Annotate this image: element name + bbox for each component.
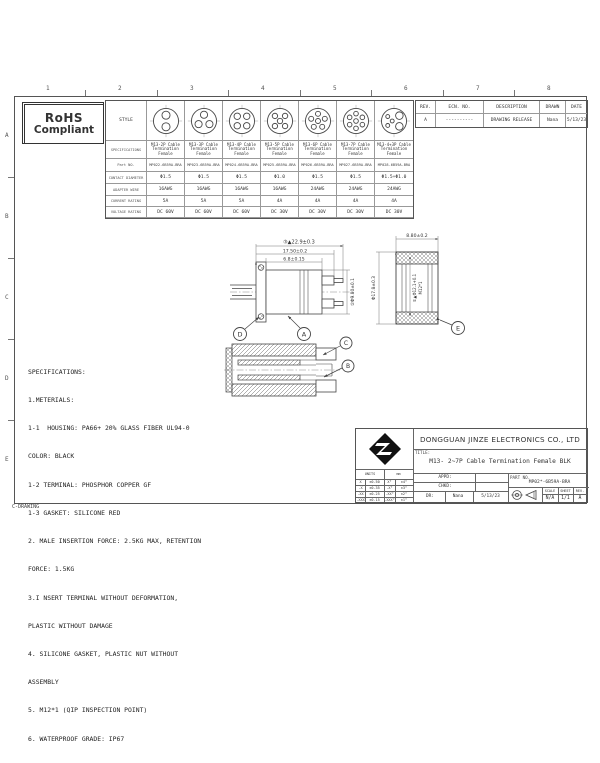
- connector-face-3p-icon: [187, 104, 221, 138]
- adapter-wire: 16AWG: [185, 184, 223, 196]
- voltage-rating: DC 30V: [299, 207, 337, 218]
- scale-value: N/A: [542, 494, 559, 502]
- connector-face-cell: [147, 101, 185, 141]
- zone-letter: B: [5, 213, 9, 220]
- spec-line: FORCE: 1.5KG: [28, 565, 75, 574]
- style-name: M13-2P Cable Termination Female: [147, 141, 185, 159]
- adapter-wire: 16AWG: [147, 184, 185, 196]
- dim-body-length: 17.50±0.2: [282, 249, 308, 255]
- zone-tick: [228, 90, 229, 96]
- spec-line: 1-2 TERMINAL: PHOSPHOR COPPER GF: [28, 480, 152, 489]
- drawn-value: Nana: [540, 114, 566, 127]
- units-label: UNITS: [356, 469, 385, 480]
- voltage-rating: DC 60V: [147, 207, 185, 218]
- contact-diameter: Φ1.5: [337, 172, 375, 184]
- company-name: DONGGUAN JINZE ELECTRONICS CO., LTD: [413, 429, 587, 450]
- contact-diameter: Φ1.0: [261, 172, 299, 184]
- title-part-no: MP02*-6B59A-BRA: [528, 480, 571, 485]
- voltage-rating: DC 60V: [223, 207, 261, 218]
- rev-label: REV.: [573, 487, 587, 495]
- zone-letter: A: [5, 132, 9, 139]
- tol-val: ±0.50: [365, 479, 385, 486]
- title-block: [355, 428, 588, 503]
- spec-line: PLASTIC WITHOUT DAMAGE: [28, 621, 113, 630]
- connector-face-cell: [261, 101, 299, 141]
- third-angle-projection-icon: [511, 489, 539, 501]
- contact-diameter: Φ1.5: [223, 172, 261, 184]
- dim-front-length: 6.8±0.15: [283, 257, 305, 263]
- connector-face-6p-icon: [301, 104, 335, 138]
- contact-diameter: Φ1.5: [147, 172, 185, 184]
- logo-cell: [356, 429, 414, 470]
- tol-val: ±2°: [395, 491, 414, 498]
- connector-face-cell: [185, 101, 223, 141]
- zone-tick: [85, 90, 86, 96]
- part-no-label: PART NO.: [510, 475, 531, 480]
- rohs-line1: RoHS: [44, 111, 84, 125]
- contact-diameter: Φ1.5+Φ1.0: [375, 172, 413, 184]
- zone-number: 6: [404, 85, 408, 92]
- spec-line: 4. SILICONE GASKET, PLASTIC NUT WITHOUT: [28, 650, 179, 658]
- connector-face-4p-icon: [225, 104, 259, 138]
- tol-val: ±0.35: [365, 485, 385, 492]
- rev-value: A: [416, 114, 436, 127]
- spec-line: 2. MALE INSERTION FORCE: 2.5KG MAX, RETENTION: [28, 537, 202, 546]
- ecn-header: ECN. NO.: [436, 101, 484, 114]
- style-name: M13-4+3P Cable Termination Female: [375, 141, 413, 159]
- spec-line: 6. WATERPROOF GRADE: IP67: [28, 734, 125, 743]
- tol-key: .XXX°: [384, 497, 395, 502]
- connector-face-cell: [375, 101, 413, 141]
- zone-number: 5: [333, 85, 337, 92]
- part-no: MP024-6B59A-BRA: [223, 159, 261, 172]
- connector-face-2p-icon: [149, 104, 183, 138]
- row-label-part-no: Part NO.: [106, 159, 147, 172]
- style-table-corner: STYLE: [106, 101, 147, 141]
- row-label-wire: ADAPTER WIRE: [106, 184, 147, 196]
- spec-line: SPECIFICATIONS:: [28, 367, 86, 376]
- current-rating: 4A: [375, 196, 413, 207]
- dr-label: DR:: [413, 491, 446, 502]
- row-label-voltage: VOLTAGE RATING: [106, 207, 147, 218]
- description-header: DESCRIPTION: [484, 101, 540, 114]
- dr-date: 5/13/23: [473, 491, 509, 502]
- tol-key: .X: [356, 485, 366, 492]
- part-no: MP023-6B59A-BRA: [185, 159, 223, 172]
- tol-key: X: [356, 479, 366, 486]
- connector-face-cell: [299, 101, 337, 141]
- drawn-header: DRAWN: [540, 101, 566, 114]
- connector-face-4p3p-icon: [377, 104, 411, 138]
- balloon-d: D: [237, 330, 243, 339]
- projection-cell: [508, 487, 543, 502]
- dim-overall-length: ③▲22.9±0.3: [283, 239, 315, 246]
- specifications-notes: [28, 349, 201, 763]
- style-name: M13-5P Cable Termination Female: [261, 141, 299, 159]
- zone-tick: [443, 90, 444, 96]
- spec-line: 1-3 GASKET: SILICONE RED: [28, 508, 121, 517]
- current-rating: 5A: [147, 196, 185, 207]
- spec-line: 1.METERIALS:: [28, 396, 75, 405]
- nut-side-view: [362, 230, 468, 336]
- units-value: mm: [384, 469, 414, 480]
- drawing-title: M13- 2~7P Cable Termination Female BLK: [429, 457, 571, 465]
- style-table: [105, 100, 414, 219]
- tol-key: .XX: [356, 491, 366, 498]
- sheet-label: SHEET: [558, 487, 574, 495]
- drawing-type-note: C-DRAWING: [12, 504, 40, 510]
- ecn-value: ----------: [436, 114, 484, 127]
- sheet-value: 1/1: [558, 494, 574, 502]
- current-rating: 4A: [337, 196, 375, 207]
- dim-nut-width: 8.80±0.2: [406, 234, 428, 239]
- date-value: 5/13/23: [566, 118, 587, 123]
- rohs-line2: Compliant: [33, 124, 95, 136]
- dim-body-diameter: ②Φ9.80±0.1: [351, 278, 356, 306]
- thread-spec: M12*1: [418, 281, 423, 295]
- spec-line: COLOR: BLACK: [28, 452, 75, 461]
- title-cell: [413, 449, 587, 474]
- spec-line: 3.I NSERT TERMINAL WITHOUT DEFORMATION,: [28, 593, 179, 602]
- tol-key: .XXX: [356, 497, 365, 502]
- adapter-wire: 16AWG: [261, 184, 299, 196]
- chkd-label: CHKD:: [413, 482, 476, 492]
- adapter-wire: 24AWG: [375, 184, 413, 196]
- contact-diameter: Φ1.5: [299, 172, 337, 184]
- part-no-cell: [508, 473, 589, 488]
- current-rating: 5A: [185, 196, 223, 207]
- part-no: MP025-6B59A-BRA: [261, 159, 299, 172]
- tol-key: .XX°: [384, 491, 396, 498]
- zone-tick: [157, 90, 158, 96]
- balloon-b: B: [345, 363, 351, 371]
- zone-number: 7: [476, 85, 480, 92]
- tol-key: X°: [384, 479, 396, 486]
- title-label: TITLE:: [415, 450, 431, 455]
- style-name: M13-7P Cable Termination Female: [337, 141, 375, 159]
- zone-tick: [514, 90, 515, 96]
- dr-value: Nana: [443, 491, 474, 502]
- spec-line: 5. M12*1 (QIP INSPECTION POINT): [28, 706, 148, 715]
- jinze-logo: [368, 432, 402, 466]
- row-label-diameter: CONTACT DIAMETER: [106, 172, 147, 184]
- rohs-badge: [22, 102, 104, 144]
- balloon-e: E: [455, 324, 461, 333]
- zone-letter: E: [5, 456, 9, 463]
- tol-key: .X°: [384, 485, 396, 492]
- cross-section-view: [220, 334, 356, 406]
- zone-number: 3: [190, 85, 194, 92]
- style-name: M13-3P Cable Termination Female: [185, 141, 223, 159]
- voltage-rating: DC 30V: [261, 207, 299, 218]
- tol-val: ±0.25: [365, 491, 385, 498]
- zone-tick: [300, 90, 301, 96]
- zone-number: 4: [261, 85, 265, 92]
- part-no: MP028-6B59A-BRA: [375, 159, 413, 172]
- style-name: M13-4P Cable Termination Female: [223, 141, 261, 159]
- connector-face-cell: [337, 101, 375, 141]
- description-value: DRAWING RELEASE: [484, 114, 540, 127]
- current-rating: 4A: [299, 196, 337, 207]
- main-side-view: [226, 236, 358, 344]
- connector-face-7p-icon: [339, 104, 373, 138]
- zone-tick: [371, 90, 372, 96]
- zone-letter: D: [5, 375, 9, 382]
- current-rating: 5A: [223, 196, 261, 207]
- scale-label: SCALE: [542, 487, 559, 495]
- voltage-rating: DC 60V: [185, 207, 223, 218]
- zone-number: 1: [46, 85, 50, 92]
- spec-line: ASSEMBLY: [28, 678, 59, 687]
- style-name: M13-6P Cable Termination Female: [299, 141, 337, 159]
- part-no: MP022-6B59A-BRA: [147, 159, 185, 172]
- adapter-wire: 16AWG: [223, 184, 261, 196]
- tol-val: ±0.15: [365, 497, 385, 502]
- zone-number: 2: [118, 85, 122, 92]
- dim-nut-bore: ①▲Φ12.1+0.1: [412, 273, 417, 303]
- connector-face-cell: [223, 101, 261, 141]
- connector-face-5p-icon: [263, 104, 297, 138]
- row-label-specifications: SPECIFICATIONS: [106, 141, 147, 159]
- voltage-rating: DC 30V: [337, 207, 375, 218]
- appd-label: APPD:: [413, 473, 476, 483]
- date-header: DATE: [566, 101, 587, 114]
- row-label-current: CURRENT RATING: [106, 196, 147, 207]
- tol-val: ±3°: [395, 485, 414, 492]
- rev-header: REV.: [416, 101, 436, 114]
- zone-tick: [8, 339, 14, 340]
- adapter-wire: 24AWG: [337, 184, 375, 196]
- voltage-rating: DC 30V: [375, 207, 413, 218]
- contact-diameter: Φ1.5: [185, 172, 223, 184]
- zone-letter: C: [5, 294, 9, 301]
- tol-val: ±4°: [395, 479, 414, 486]
- tol-val: ±1°: [395, 497, 414, 502]
- zone-number: 8: [547, 85, 551, 92]
- revision-table: [415, 100, 588, 128]
- spec-line: 1-1 HOUSING: PA66+ 20% GLASS FIBER UL94-0: [28, 424, 190, 433]
- adapter-wire: 24AWG: [299, 184, 337, 196]
- zone-tick: [8, 258, 14, 259]
- current-rating: 4A: [261, 196, 299, 207]
- part-no: MP027-6B59A-BRA: [337, 159, 375, 172]
- zone-tick: [8, 420, 14, 421]
- zone-tick: [8, 177, 14, 178]
- dim-nut-od: Φ17.8±0.3: [372, 276, 377, 300]
- part-no: MP026-6B59A-BRA: [299, 159, 337, 172]
- balloon-a: A: [301, 330, 307, 339]
- rev-value: A: [578, 495, 582, 501]
- balloon-c: C: [343, 340, 349, 348]
